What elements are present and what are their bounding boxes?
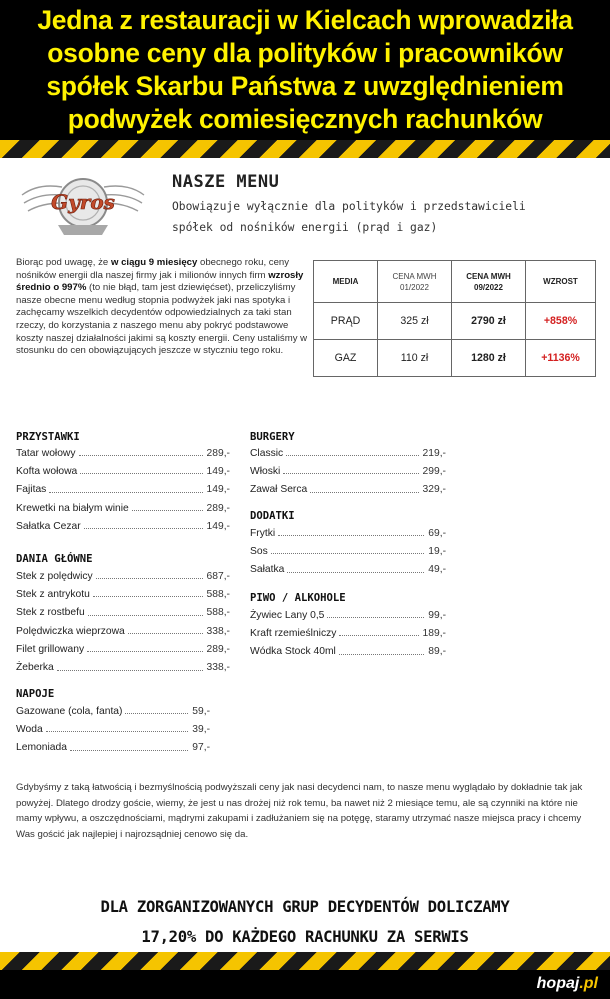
list-item [250,542,446,560]
item-price: 338,- [203,626,230,637]
item-price: 89,- [424,646,446,657]
section-title-burgery: BURGERY [250,431,295,443]
section-title-napoje: NAPOJE [16,688,55,700]
list-item [16,585,230,603]
closing-paragraph: Gdybyśmy z taką łatwością i bezmyślnością podwyższali ceny jak nasi decydenci nam, to nasze menu wyglądało by dokładnie tak jak powyżej. Dlatego drodzy goście, wiemy, że jest u nas drożej niż rok temu, ba nawet niż 2 miesiące temu, ale są czynniki na które nie mamy wpływu, a oszczędnościami, mądrymi zakupami i zadłużaniem się na potęgę, staramy utrzymać nasze miejsca pracy i chcemy Was gościć jak najlepiej i najrozsądniej cenowo się da. [16,782,583,840]
item-name: Fajitas [16,484,49,495]
item-name: Filet grillowany [16,644,87,655]
item-name: Stek z antrykotu [16,589,93,600]
list-item [16,702,210,720]
item-name: Frytki [250,528,278,539]
table-row [314,340,596,377]
item-name: Zawał Serca [250,484,310,495]
headline-line: spółek Skarbu Państwa z uwzględnieniem [46,71,564,101]
list-item [16,640,230,658]
item-name: Włoski [250,466,283,477]
hazard-stripe-top [0,140,610,158]
table-cell: 2790 zł [452,303,526,340]
section-title-dania: DANIA GŁÓWNE [16,553,93,565]
item-price: 289,- [203,448,230,459]
item-name: Sałatka [250,564,287,575]
item-name: Woda [16,724,46,735]
list-item [16,604,230,622]
item-name: Żywiec Lany 0,5 [250,610,327,621]
headline-line: Jedna z restauracji w Kielcach wprowadziła [37,5,573,35]
item-price: 99,- [424,610,446,621]
item-price: 149,- [203,466,230,477]
item-price: 69,- [424,528,446,539]
list-item [250,643,446,661]
list-przystawki [16,444,230,535]
item-name: Stek z polędwicy [16,571,96,582]
table-header: CENA MWH 09/2022 [452,261,526,303]
item-name: Wódka Stock 40ml [250,646,339,657]
intro-text: obecnego roku, ceny nośników energii dla naszej firmy jak i milionów innych firm [16,257,290,281]
item-name: Krewetki na białym winie [16,503,132,514]
menu-subtitle [172,196,592,238]
hazard-stripe-bottom [0,952,610,970]
list-item [16,622,230,640]
section-title-dodatki: DODATKI [250,510,295,522]
headline-line: osobne ceny dla polityków i pracowników [47,38,563,68]
gyros-logo-icon [18,165,148,240]
list-dodatki [250,524,446,579]
item-price: 588,- [203,589,230,600]
section-title-piwo: PIWO / ALKOHOLE [250,592,346,604]
list-item [250,444,446,462]
notice-line: 17,20% DO KAŻDEGO RACHUNKU ZA SERWIS [141,928,469,946]
item-name: Kraft rzemieślniczy [250,628,339,639]
intro-bold: w ciągu 9 miesięcy [110,257,198,268]
list-item [16,720,210,738]
menu-subtitle-line: spółek od nośników energii (prąd i gaz) [172,221,438,234]
logo-text: Gyros [51,190,115,214]
list-burgery [250,444,446,499]
list-item [16,462,230,480]
item-price: 59,- [188,706,210,717]
item-name: Gazowane (cola, fanta) [16,706,125,717]
item-name: Kofta wołowa [16,466,80,477]
menu-card [0,140,610,970]
item-price: 189,- [419,628,446,639]
list-item [16,567,230,585]
intro-text: Biorąc pod uwagę, że [16,257,111,268]
list-item [16,739,210,757]
table-cell: PRĄD [314,303,378,340]
item-name: Tatar wołowy [16,448,79,459]
list-item [250,524,446,542]
list-item [250,624,446,642]
list-item [16,499,230,517]
table-header: CENA MWH 01/2022 [378,261,452,303]
energy-price-table [313,260,596,377]
item-price: 149,- [203,484,230,495]
item-price: 329,- [419,484,446,495]
item-price: 19,- [424,546,446,557]
brand-name: hopaj [536,975,580,992]
intro-paragraph [16,257,308,358]
table-cell: GAZ [314,340,378,377]
list-item [16,481,230,499]
list-item [250,462,446,480]
table-header: WZROST [526,261,596,303]
item-price: 97,- [188,742,210,753]
table-cell: 1280 zł [452,340,526,377]
item-price: 219,- [419,448,446,459]
list-piwo [250,606,446,661]
table-header: MEDIA [314,261,378,303]
list-item [16,658,230,676]
list-item [16,444,230,462]
list-item [250,481,446,499]
brand-tld: .pl [579,975,598,992]
menu-title: NASZE MENU [172,172,280,192]
item-name: Classic [250,448,286,459]
table-row [314,303,596,340]
item-price: 289,- [203,503,230,514]
item-name: Lemoniada [16,742,70,753]
watermark-bar [0,970,610,999]
headline-line: podwyżek comiesięcznych rachunków [67,104,543,134]
item-name: Żeberka [16,662,57,673]
item-price: 588,- [203,607,230,618]
brand-watermark[interactable] [537,975,598,993]
list-item [250,606,446,624]
notice-line: DLA ZORGANIZOWANYCH GRUP DECYDENTÓW DOLICZAMY [100,898,510,916]
item-price: 338,- [203,662,230,673]
table-cell: 325 zł [378,303,452,340]
intro-text: (to nie błąd, tam jest dziewięćset), przeliczyliśmy nasze obecne menu według stopnia podwyżek jaki nas spotyka i zachęcamy wszelkich decydentów odpowiedzialnych za taki stan rzeczy, do korzystania z naszego menu aby pokryć podstawowe koszty naszej działalności jakimi są koszty energii. Ceny ustaliśmy w stosunku do cen obowiązujących jeszcze w styczniu tego roku. [16,282,308,357]
list-item [250,561,446,579]
item-price: 49,- [424,564,446,575]
menu-subtitle-line: Obowiązuje wyłącznie dla polityków i przedstawicieli [172,200,526,213]
item-price: 687,- [203,571,230,582]
section-title-przystawki: PRZYSTAWKI [16,431,80,443]
item-price: 299,- [419,466,446,477]
table-cell: 110 zł [378,340,452,377]
meme-headline [0,0,610,140]
item-name: Stek z rostbefu [16,607,88,618]
item-price: 289,- [203,644,230,655]
table-cell-increase: +858% [526,303,596,340]
item-name: Sos [250,546,271,557]
table-header-row [314,261,596,303]
item-name: Sałatka Cezar [16,521,84,532]
service-charge-notice [0,892,610,952]
intro-bold: wzrosły średnio o 997% [16,269,304,294]
item-price: 39,- [188,724,210,735]
list-napoje [16,702,210,757]
item-price: 149,- [203,521,230,532]
item-name: Polędwiczka wieprzowa [16,626,128,637]
table-cell-increase: +1136% [526,340,596,377]
list-item [16,517,230,535]
list-dania [16,567,230,677]
